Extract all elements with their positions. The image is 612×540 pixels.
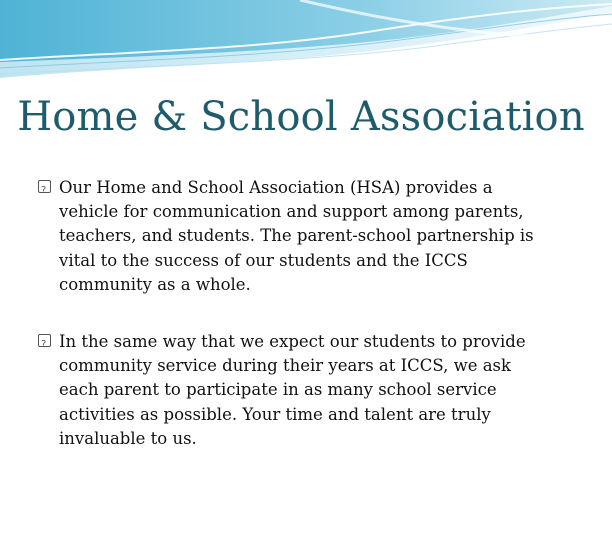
header-wave-decoration: [0, 0, 612, 90]
bullet-line: vital to the success of our students and the ICCS: [59, 250, 468, 270]
bullet-line: In the same way that we expect our students to provide: [59, 332, 526, 351]
bullet-text: [38, 176, 558, 297]
bullet-box-icon: [38, 180, 51, 193]
bullet-line: activities as possible. Your time and talent are truly: [59, 404, 491, 424]
bullet-line: community service during their years at ICCS, we ask: [59, 356, 512, 376]
bullet-line: vehicle for communication and support among parents,: [59, 202, 524, 222]
bullet-item: [38, 330, 558, 451]
bullet-line: teachers, and students. The parent-school partnership is: [59, 226, 534, 246]
bullet-text: [38, 330, 558, 451]
bullet-line: Our Home and School Association (HSA) provides a: [59, 178, 493, 197]
bullet-line: each parent to participate in as many school service: [59, 380, 497, 400]
slide-title: Home & School Association: [17, 94, 585, 140]
bullet-box-icon: [38, 334, 51, 347]
bullet-line: community as a whole.: [59, 274, 251, 294]
bullet-line: invaluable to us.: [59, 428, 197, 448]
bullet-item: [38, 176, 558, 297]
